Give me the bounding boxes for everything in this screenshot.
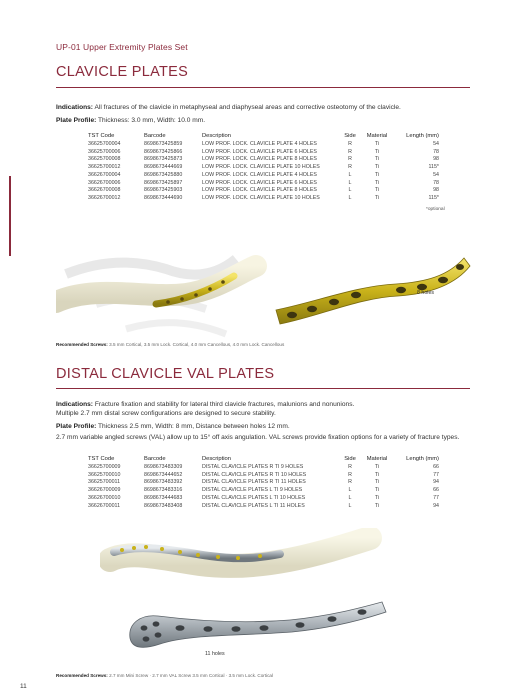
cell-side: R	[348, 156, 352, 163]
cell-material: Ti	[374, 171, 380, 178]
col-barcode: Barcode	[144, 456, 166, 462]
cell-tst-code: 36625700006	[88, 148, 121, 155]
cell-description: DISTAL CLAVICLE PLATES R TI 11 HOLES	[202, 479, 306, 486]
cell-barcode: 8698673444690	[144, 194, 183, 201]
col-description: Description	[202, 133, 231, 139]
cell-barcode: 8698673483309	[144, 464, 183, 470]
col-side: Side	[344, 456, 356, 462]
indications-clavicle	[56, 103, 476, 112]
cell-description: LOW PROF. LOCK. CLAVICLE PLATE 8 HOLES	[202, 156, 317, 163]
cell-tst-code: 36625700004	[88, 141, 121, 147]
cell-side: R	[348, 141, 352, 147]
cell-tst-code: 36626700012	[88, 194, 121, 201]
indications-label: Indications:	[56, 104, 93, 111]
recommended-screws-clavicle	[56, 342, 284, 347]
cell-barcode: 8698673425859	[144, 141, 183, 147]
cell-description: LOW PROF. LOCK. CLAVICLE PLATE 4 HOLES	[202, 141, 317, 147]
cell-description: LOW PROF. LOCK. CLAVICLE PLATE 6 HOLES	[202, 179, 317, 186]
distal-clavicle-plate-11-holes	[130, 602, 386, 647]
clavicle-plate-photo	[56, 214, 476, 338]
cell-barcode: 8698673483408	[144, 502, 183, 509]
cell-description: DISTAL CLAVICLE PLATES R TI 9 HOLES	[202, 464, 304, 470]
clavicle-product-table	[86, 132, 441, 203]
col-tst-code: TST Code	[88, 133, 115, 139]
recommended-screws-distal	[56, 673, 273, 678]
cell-barcode: 8698673425880	[144, 171, 183, 178]
col-tst-code: TST Code	[88, 456, 115, 462]
cell-description: DISTAL CLAVICLE PLATES L TI 9 HOLES	[202, 487, 303, 494]
table-header-row	[86, 132, 441, 141]
cell-description: LOW PROF. LOCK. CLAVICLE PLATE 8 HOLES	[202, 187, 317, 194]
table-row	[86, 180, 441, 188]
cell-tst-code: 36626700004	[88, 171, 121, 178]
recommended-text: 3.5 mm Cortical, 3.5 mm Lock. Cortical, 4.0 mm Cancellous, 4.0 mm Lock. Cancellous	[109, 342, 285, 347]
cell-barcode: 8698673425903	[144, 187, 183, 194]
cell-barcode: 8698673425866	[144, 148, 183, 155]
cell-tst-code: 36626700006	[88, 179, 121, 186]
cell-material: Ti	[374, 487, 380, 494]
cell-tst-code: 36626700009	[88, 487, 121, 494]
col-length: Length (mm)	[406, 133, 439, 139]
cell-material: Ti	[374, 494, 380, 501]
clavicle-plate-8-holes	[276, 258, 470, 324]
cell-material: Ti	[374, 471, 380, 478]
cell-tst-code: 36626700010	[88, 494, 121, 501]
cell-description: LOW PROF. LOCK. CLAVICLE PLATE 4 HOLES	[202, 171, 317, 178]
cell-side: L	[348, 187, 352, 194]
cell-side: L	[348, 179, 352, 186]
indications-text: Fracture fixation and stability for lateral third clavicle fractures, malunions and nonunions.	[94, 401, 355, 408]
plate-profile-distal	[56, 422, 476, 431]
col-material: Material	[366, 133, 388, 139]
cell-side: L	[348, 487, 352, 494]
cell-material: Ti	[374, 464, 380, 470]
table-row	[86, 495, 441, 503]
section-divider	[56, 388, 470, 389]
bone-model	[56, 259, 256, 334]
cell-length: 94	[433, 502, 439, 509]
cell-side: L	[348, 494, 352, 501]
cell-length: 66	[433, 464, 439, 470]
cell-length: 54	[433, 141, 439, 147]
cell-side: L	[348, 171, 352, 178]
cell-side: R	[348, 479, 352, 486]
col-side: Side	[344, 133, 356, 139]
cell-description: DISTAL CLAVICLE PLATES L TI 10 HOLES	[202, 494, 306, 501]
cell-tst-code: 36626700008	[88, 187, 121, 194]
col-material: Material	[366, 456, 388, 462]
table-row	[86, 479, 441, 487]
cell-material: Ti	[374, 164, 380, 171]
indications-label: Indications:	[56, 401, 93, 408]
plate-profile-clavicle	[56, 116, 476, 125]
optional-note: *optional	[426, 207, 445, 212]
table-row	[86, 141, 441, 149]
section-title-clavicle-plates: CLAVICLE PLATES	[56, 64, 189, 80]
cell-barcode: 8698673444683	[144, 494, 183, 501]
cell-description: DISTAL CLAVICLE PLATES R TI 10 HOLES	[202, 471, 307, 478]
cell-tst-code: 36625700008	[88, 156, 121, 163]
image-caption-8-holes: 8 holes	[417, 290, 435, 296]
cell-length: 78	[433, 148, 439, 155]
cell-tst-code: 36626700011	[88, 502, 121, 509]
cell-description: LOW PROF. LOCK. CLAVICLE PLATE 6 HOLES	[202, 148, 317, 155]
table-row	[86, 487, 441, 495]
cell-material: Ti	[374, 141, 380, 147]
cell-material: Ti	[374, 479, 380, 486]
cell-barcode: 8698673483392	[144, 479, 183, 486]
table-row	[86, 464, 441, 472]
table-header-row	[86, 455, 441, 464]
cell-description: LOW PROF. LOCK. CLAVICLE PLATE 10 HOLES	[202, 194, 320, 201]
section-title-distal-clavicle: DISTAL CLAVICLE VAL PLATES	[56, 366, 275, 382]
cell-length: 98	[433, 187, 439, 194]
cell-barcode: 8698673425897	[144, 179, 183, 186]
col-description: Description	[202, 456, 231, 462]
page-side-marker	[9, 176, 11, 256]
distal-clavicle-plate-photo	[100, 528, 470, 668]
table-row	[86, 164, 441, 172]
cell-side: R	[348, 471, 352, 478]
profile-label: Plate Profile:	[56, 423, 97, 430]
recommended-label: Recommended Screws:	[56, 342, 108, 347]
distal-clavicle-product-table	[86, 455, 441, 510]
table-row	[86, 156, 441, 164]
cell-side: L	[348, 502, 352, 509]
profile-label: Plate Profile:	[56, 117, 97, 124]
cell-tst-code: 36625700009	[88, 464, 121, 470]
col-length: Length (mm)	[406, 456, 439, 462]
cell-material: Ti	[374, 187, 380, 194]
indications-distal	[56, 400, 476, 409]
val-description: 2.7 mm variable angled screws (VAL) allow up to 15° off axis angulation. VAL screws provide fixation options for a variety of fracture types.	[56, 434, 460, 441]
table-row	[86, 172, 441, 180]
table-row	[86, 195, 441, 203]
table-row	[86, 472, 441, 480]
cell-barcode: 8698673444652	[144, 471, 183, 478]
table-row	[86, 149, 441, 157]
profile-text: Thickness 2.5 mm, Width: 8 mm, Distance between holes 12 mm.	[98, 423, 290, 430]
cell-material: Ti	[374, 148, 380, 155]
section-divider	[56, 87, 470, 88]
cell-side: L	[348, 194, 352, 201]
cell-length: 94	[433, 479, 439, 486]
indications-distal-line2: Multiple 2.7 mm distal screw configurations are designed to secure stability.	[56, 410, 276, 417]
cell-side: R	[348, 464, 352, 470]
cell-material: Ti	[374, 156, 380, 163]
cell-side: R	[348, 148, 352, 155]
cell-length: 78	[433, 179, 439, 186]
table-row	[86, 187, 441, 195]
image-caption-11-holes: 11 holes	[205, 651, 225, 657]
cell-length: 115*	[428, 194, 439, 201]
cell-length: 77	[433, 471, 439, 478]
col-barcode: Barcode	[144, 133, 166, 139]
recommended-text: 2.7 mm Mini Screw · 2.7 mm VAL Screw 3.5 mm Cortical · 3.5 mm Lock. Cortical	[109, 673, 273, 678]
cell-tst-code: 36625700011	[88, 479, 121, 486]
recommended-label: Recommended Screws:	[56, 673, 108, 678]
cell-barcode: 8698673483316	[144, 487, 183, 494]
cell-material: Ti	[374, 502, 380, 509]
indications-text: All fractures of the clavicle in metaphyseal and diaphyseal areas and corrective osteotomy of the clavicle.	[94, 104, 401, 111]
cell-length: 115*	[428, 164, 439, 171]
cell-description: DISTAL CLAVICLE PLATES L TI 11 HOLES	[202, 502, 305, 509]
cell-barcode: 8698673444669	[144, 164, 183, 171]
set-title: UP-01 Upper Extremity Plates Set	[56, 42, 188, 52]
table-row	[86, 503, 441, 511]
page-number: 11	[20, 683, 27, 690]
cell-length: 98	[433, 156, 439, 163]
cell-side: R	[348, 164, 352, 171]
cell-description: LOW PROF. LOCK. CLAVICLE PLATE 10 HOLES	[202, 164, 320, 171]
profile-text: Thickness: 3.0 mm, Width: 10.0 mm.	[98, 117, 206, 124]
cell-tst-code: 36625700012	[88, 164, 121, 171]
cell-barcode: 8698673425873	[144, 156, 183, 163]
cell-length: 66	[433, 487, 439, 494]
cell-material: Ti	[374, 194, 380, 201]
cell-length: 54	[433, 171, 439, 178]
cell-length: 77	[433, 494, 439, 501]
cell-material: Ti	[374, 179, 380, 186]
cell-tst-code: 36625700010	[88, 471, 121, 478]
